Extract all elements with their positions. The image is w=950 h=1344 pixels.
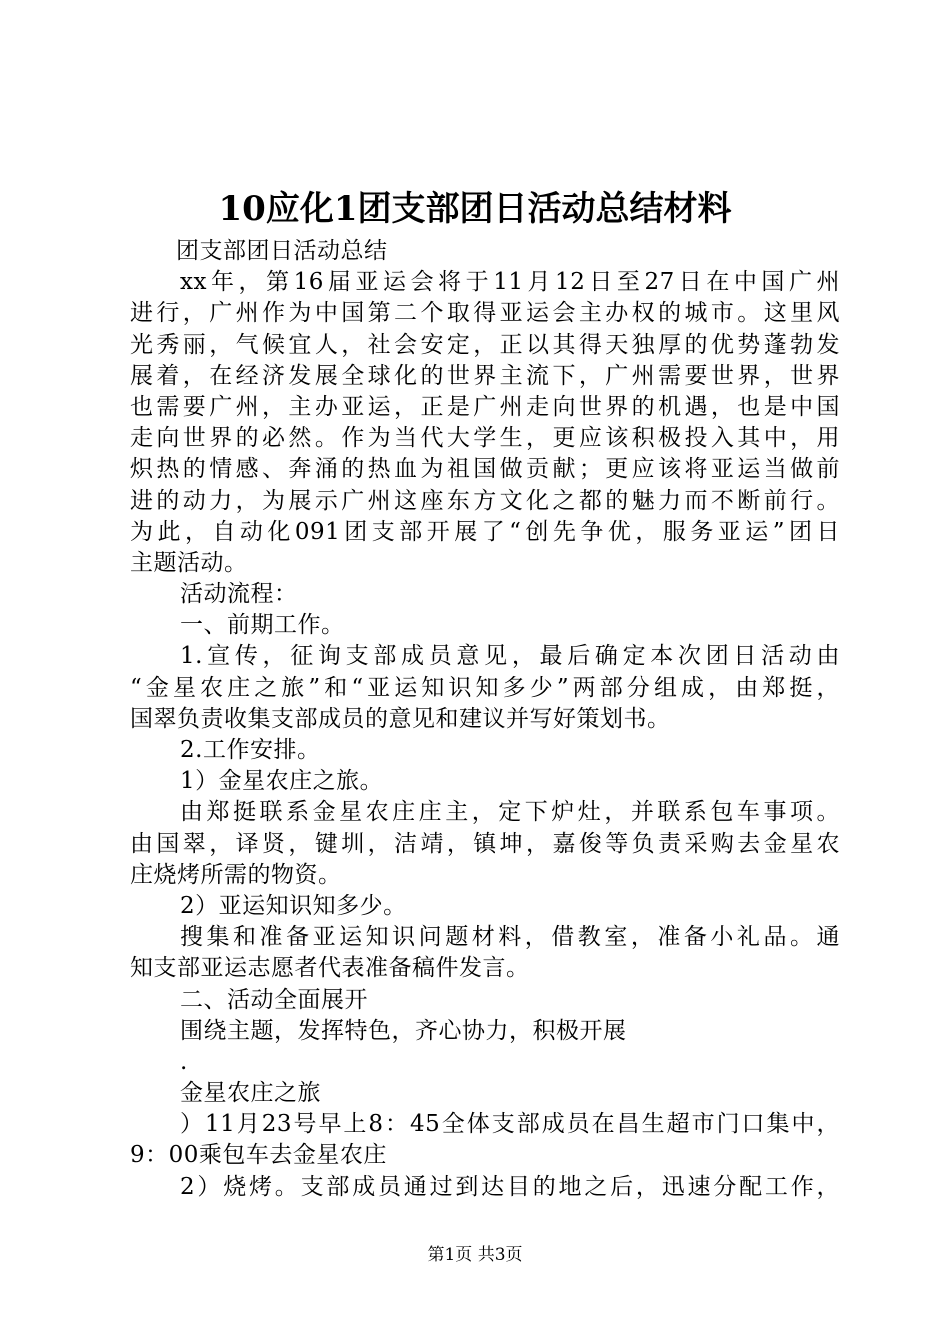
paragraph-line: 由国翠，译贤，键圳，洁靖，镇坤，嘉俊等负责采购去金星农 — [130, 830, 840, 857]
section-heading: 团支部团日活动总结 — [176, 238, 388, 264]
document-title: 10应化1团支部团日活动总结材料 — [218, 189, 732, 229]
paragraph-line: 国翠负责收集支部成员的意见和建议并写好策划书。 — [130, 705, 671, 732]
section-heading: 2）亚运知识知多少。 — [180, 892, 407, 919]
paragraph-line: 搜集和准备亚运知识问题材料，借教室，准备小礼品。通 — [180, 924, 840, 951]
section-heading: 活动流程： — [180, 581, 298, 608]
paragraph-line: 进行，广州作为中国第二个取得亚运会主办权的城市。这里风 — [130, 300, 840, 327]
paragraph-line: 由郑挺联系金星农庄庄主，定下炉灶，并联系包车事项。 — [180, 799, 840, 826]
section-heading: 二、活动全面展开 — [180, 986, 368, 1013]
paragraph-line: 9：00乘包车去金星农庄 — [130, 1142, 387, 1169]
paragraph-line: 光秀丽，气候宜人，社会安定，正以其得天独厚的优势蓬勃发 — [130, 331, 840, 358]
section-heading: 金星农庄之旅 — [180, 1080, 321, 1107]
paragraph-line: 1.宣传，征询支部成员意见，最后确定本次团日活动由 — [180, 643, 840, 670]
paragraph-line: 知支部亚运志愿者代表准备稿件发言。 — [130, 955, 530, 982]
page-footer: 第1页 共3页 — [427, 1245, 523, 1265]
section-heading: 2.工作安排。 — [180, 737, 321, 763]
paragraph-line: . — [180, 1048, 188, 1075]
paragraph-line: 围绕主题，发挥特色，齐心协力，积极开展 — [180, 1017, 627, 1044]
paragraph-line: 展着，在经济发展全球化的世界主流下，广州需要世界，世界 — [130, 362, 840, 389]
paragraph-line: 庄烧烤所需的物资。 — [130, 861, 342, 888]
paragraph-line: 进的动力，为展示广州这座东方文化之都的魅力而不断前行。 — [130, 487, 840, 514]
section-heading: 一、前期工作。 — [180, 612, 345, 639]
paragraph-line: 也需要广州，主办亚运，正是广州走向世界的机遇，也是中国 — [130, 393, 840, 420]
document-body — [130, 236, 840, 1203]
paragraph-line: 主题活动。 — [130, 549, 248, 576]
section-heading: 1）金星农庄之旅。 — [180, 768, 384, 795]
paragraph-line: 2）烧烤。支部成员通过到达目的地之后，迅速分配工作， — [180, 1173, 840, 1200]
paragraph-line: 炽热的情感、奔涌的热血为祖国做贡献；更应该将亚运当做前 — [130, 456, 840, 483]
paragraph-line: 走向世界的必然。作为当代大学生，更应该积极投入其中，用 — [130, 425, 840, 452]
paragraph-line: 为此，自动化091团支部开展了“创先争优，服务亚运”团日 — [130, 518, 840, 545]
paragraph-line: “金星农庄之旅”和“亚运知识知多少”两部分组成，由郑挺， — [130, 674, 840, 701]
paragraph-line: xx年，第16届亚运会将于11月12日至27日在中国广州 — [180, 269, 840, 296]
paragraph-line: ）11月23号早上8：45全体支部成员在昌生超市门口集中， — [180, 1111, 840, 1138]
